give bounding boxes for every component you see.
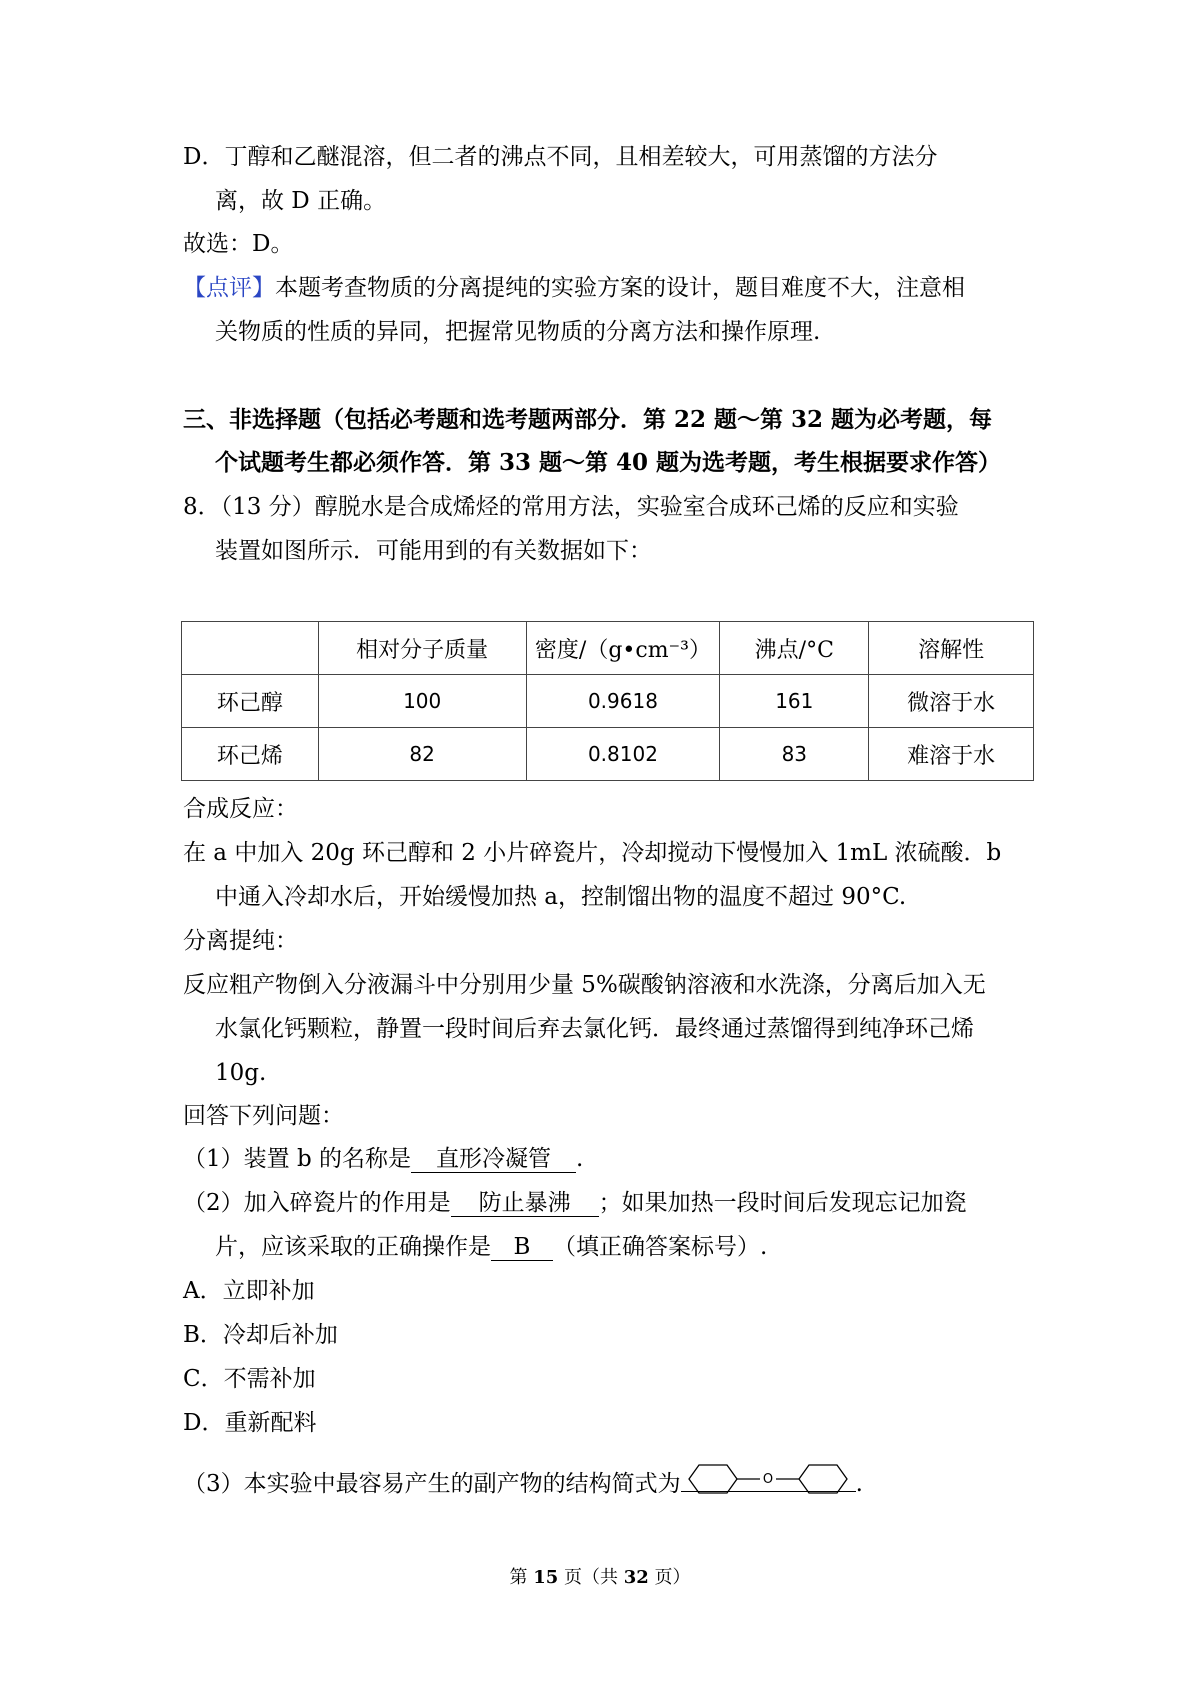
table-header-cell: 密度/（g•cm⁻³） — [526, 622, 720, 675]
sub-question-2-line2-end: （填正确答案标号）. — [553, 1234, 768, 1260]
option-c: C．不需补加 — [183, 1366, 316, 1392]
table-cell: 83 — [720, 728, 869, 781]
table-cell: 82 — [318, 728, 526, 781]
answer-choice: 故选：D。 — [183, 231, 294, 257]
table-header-row — [182, 622, 1034, 675]
table-cell: 0.8102 — [526, 728, 720, 781]
table-cell: 环己醇 — [182, 675, 319, 728]
synthesis-line2: 中通入冷却水后，开始缓慢加热 a，控制馏出物的温度不超过 90°C. — [215, 884, 907, 910]
footer-suffix: 页） — [648, 1567, 691, 1588]
question-8-line1: 8．（13 分）醇脱水是合成烯烃的常用方法，实验室合成环己烯的反应和实验 — [183, 494, 959, 520]
option-a: A．立即补加 — [183, 1278, 315, 1304]
table-header-cell: 相对分子质量 — [318, 622, 526, 675]
sub-question-3-end: . — [855, 1471, 863, 1497]
table-row — [182, 728, 1034, 781]
comment-text: 本题考查物质的分离提纯的实验方案的设计，题目难度不大，注意相 — [275, 275, 965, 301]
table-header-cell: 溶解性 — [869, 622, 1034, 675]
sub-question-1-text: （1）装置 b 的名称是 — [183, 1146, 411, 1172]
sub-question-2-line2-text: 片，应该采取的正确操作是 — [215, 1234, 491, 1260]
table-header-cell — [182, 622, 319, 675]
separation-title: 分离提纯： — [183, 928, 298, 954]
table-cell: 0.9618 — [526, 675, 720, 728]
table-row — [182, 675, 1034, 728]
answer-blank-1: 直形冷凝管 — [411, 1146, 576, 1173]
option-b: B．冷却后补加 — [183, 1322, 338, 1348]
comment-line2: 关物质的性质的异同，把握常见物质的分离方法和操作原理. — [215, 319, 821, 345]
answer-blank-3: B — [491, 1234, 553, 1261]
sub-question-2-line2 — [215, 1231, 767, 1263]
table-cell: 161 — [720, 675, 869, 728]
sub-question-2-line1 — [183, 1187, 967, 1219]
answer-blank-structure — [681, 1457, 856, 1492]
sub-question-1-end: . — [575, 1146, 584, 1172]
comment-tag: 【点评】 — [183, 275, 275, 301]
section-heading-line1: 三、非选择题（包括必考题和选考题两部分．第 22 题～第 32 题为必考题，每 — [183, 406, 993, 433]
separation-line1: 反应粗产物倒入分液漏斗中分别用少量 5%碳酸钠溶液和水洗涤，分离后加入无 — [183, 972, 986, 998]
footer-middle: 页（共 — [558, 1567, 624, 1588]
dicyclohexyl-ether-structure — [681, 1457, 856, 1497]
table-header-cell: 沸点/°C — [720, 622, 869, 675]
question-8-line2: 装置如图所示．可能用到的有关数据如下： — [215, 538, 652, 564]
comment-line1 — [183, 272, 965, 304]
answer-blank-2: 防止暴沸 — [451, 1190, 599, 1217]
cyclohexane-ring-right — [799, 1465, 847, 1493]
option-d: D．重新配料 — [183, 1410, 317, 1436]
option-d-explanation-line2: 离，故 D 正确。 — [215, 188, 387, 214]
sub-question-3 — [183, 1457, 863, 1500]
table-cell: 100 — [318, 675, 526, 728]
sub-question-3-text: （3）本实验中最容易产生的副产物的结构简式为 — [183, 1471, 681, 1497]
separation-line2: 水氯化钙颗粒，静置一段时间后弃去氯化钙．最终通过蒸馏得到纯净环己烯 — [215, 1016, 974, 1042]
sub-question-1 — [183, 1143, 583, 1175]
page-footer — [0, 1563, 1200, 1589]
data-table — [181, 621, 1034, 781]
table-cell: 难溶于水 — [869, 728, 1034, 781]
page-number: 15 — [533, 1567, 559, 1588]
cyclohexane-ring-left — [689, 1465, 737, 1493]
sub-question-2-continuation: ；如果加热一段时间后发现忘记加瓷 — [598, 1190, 967, 1216]
section-heading-line2: 个试题考生都必须作答．第 33 题～第 40 题为选考题，考生根据要求作答） — [215, 449, 1002, 476]
questions-title: 回答下列问题： — [183, 1103, 344, 1129]
oxygen-atom-label: O — [762, 1472, 773, 1487]
option-d-explanation-line1: D．丁醇和乙醚混溶，但二者的沸点不同，且相差较大，可用蒸馏的方法分 — [183, 144, 938, 170]
table-cell: 环己烯 — [182, 728, 319, 781]
table-cell: 微溶于水 — [869, 675, 1034, 728]
synthesis-title: 合成反应： — [183, 796, 298, 822]
footer-prefix: 第 — [509, 1567, 534, 1588]
separation-line3: 10g. — [215, 1060, 267, 1086]
total-pages: 32 — [623, 1567, 649, 1588]
sub-question-2-text: （2）加入碎瓷片的作用是 — [183, 1190, 451, 1216]
synthesis-line1: 在 a 中加入 20g 环己醇和 2 小片碎瓷片，冷却搅动下慢慢加入 1mL 浓硫酸．b — [183, 840, 1002, 866]
